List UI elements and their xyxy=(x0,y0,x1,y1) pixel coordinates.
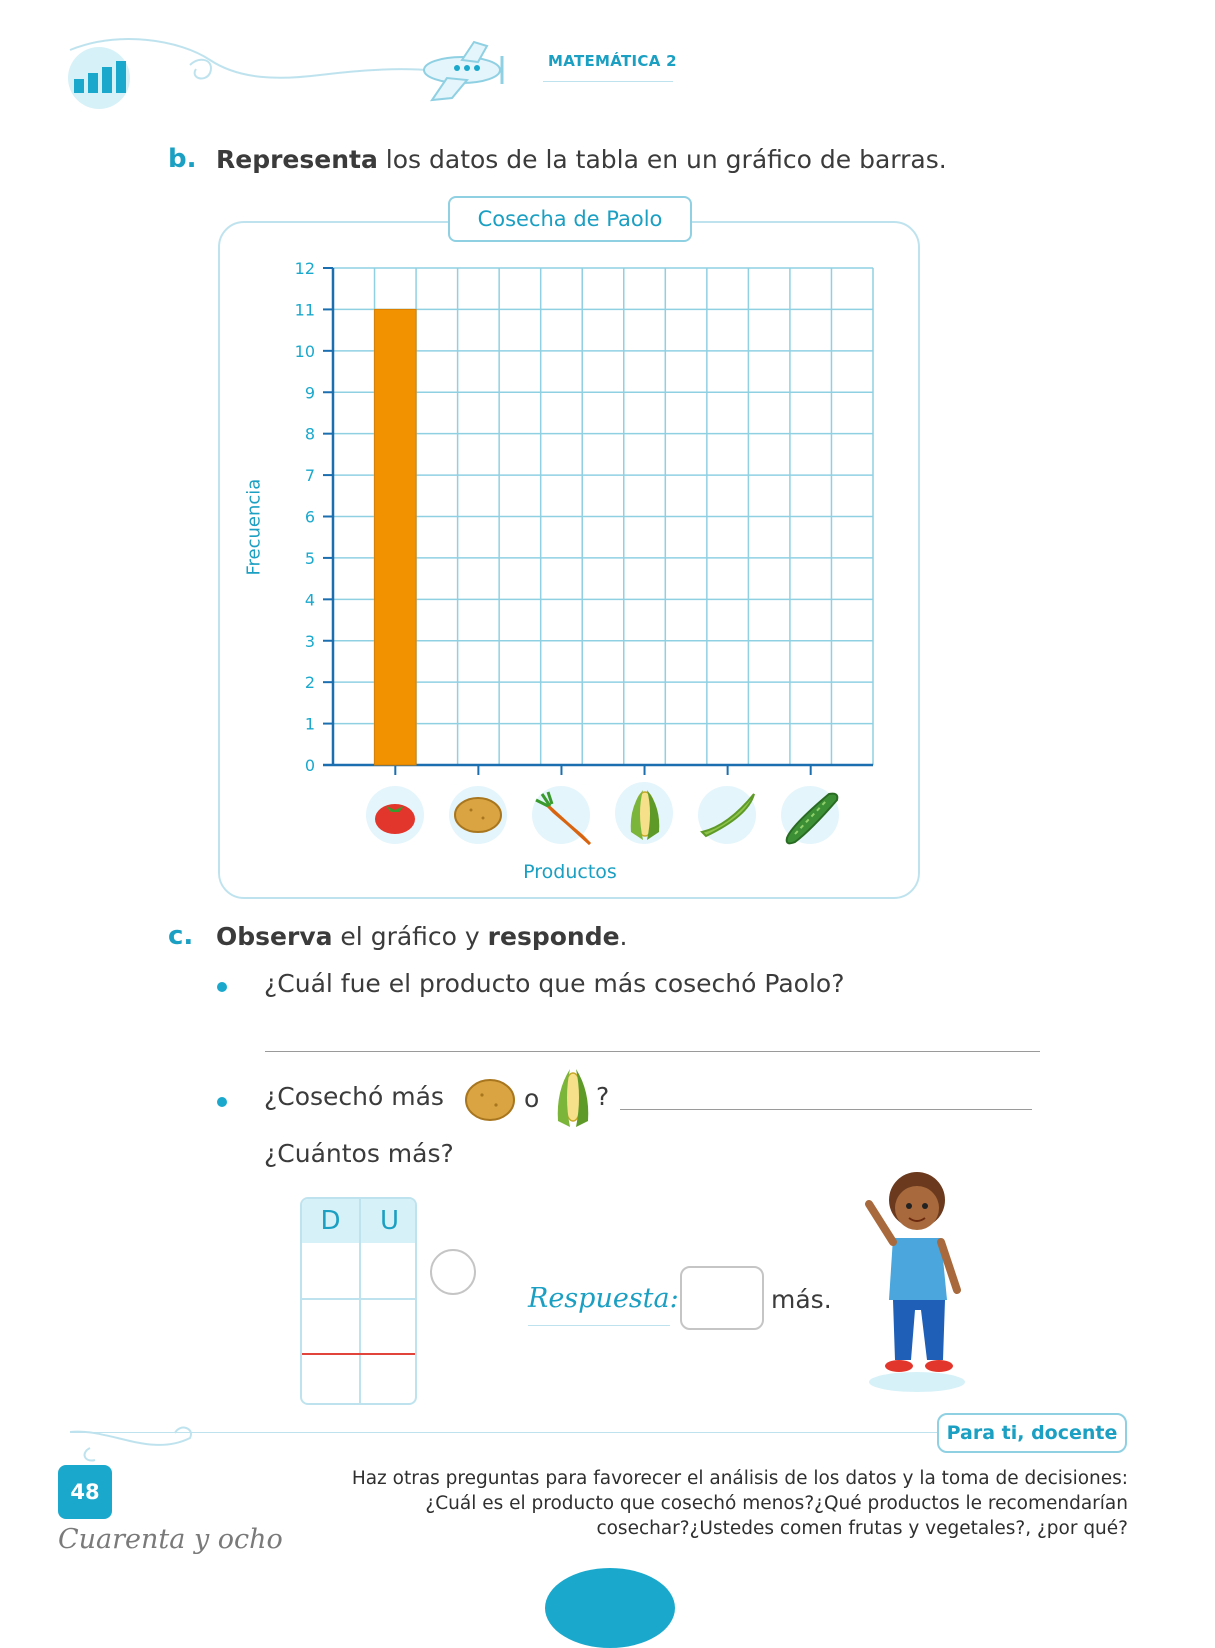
item-b-rest: los datos de la tabla en un gráfico de barras. xyxy=(377,145,947,174)
y-tick-label: 6 xyxy=(304,507,315,527)
carrot-icon xyxy=(532,786,590,844)
du-result-line xyxy=(302,1353,415,1355)
y-tick-label: 2 xyxy=(304,673,315,693)
du-place-value-table[interactable] xyxy=(300,1197,417,1405)
subject-title: MATEMÁTICA 2 xyxy=(548,52,677,70)
corn-icon xyxy=(615,782,673,844)
tomato-icon xyxy=(366,786,424,844)
question-2-or: o xyxy=(524,1084,540,1113)
teacher-note-line-1: Haz otras preguntas para favorecer el análisis de los datos y la toma de decisiones: xyxy=(351,1468,1128,1489)
question-3: ¿Cuántos más? xyxy=(264,1139,454,1168)
teacher-note-label: Para ti, docente xyxy=(937,1413,1127,1453)
du-column-divider xyxy=(359,1199,361,1403)
question-1: ¿Cuál fue el producto que más cosechó Paolo? xyxy=(264,969,845,998)
question-2-start: ¿Cosechó más xyxy=(264,1082,444,1111)
bar-tomato xyxy=(375,309,417,765)
page-number: 48 xyxy=(58,1465,112,1519)
y-tick-label: 5 xyxy=(304,548,315,568)
item-b-letter: b. xyxy=(168,144,197,174)
answer-label: Respuesta: xyxy=(528,1283,679,1314)
boy-illustration xyxy=(855,1160,975,1400)
footer-divider xyxy=(70,1432,940,1433)
answer-input-box[interactable] xyxy=(680,1266,764,1330)
du-row-divider xyxy=(302,1298,415,1300)
bullet-1 xyxy=(217,982,227,992)
teacher-note-text xyxy=(290,1466,1128,1541)
answer-unit: más. xyxy=(771,1285,832,1314)
teacher-note-line-2: ¿Cuál es el producto que cosechó menos?¿Qué productos le recomendarían xyxy=(425,1493,1128,1514)
cucumber-icon xyxy=(781,786,839,844)
item-c-letter: c. xyxy=(168,921,194,951)
y-tick-label: 8 xyxy=(304,424,315,444)
bottom-decoration xyxy=(545,1568,675,1648)
y-tick-label: 7 xyxy=(304,466,315,486)
y-tick-label: 12 xyxy=(294,259,315,278)
item-c-verb-1: Observa xyxy=(216,922,333,951)
operation-sign-circle[interactable] xyxy=(430,1249,476,1295)
y-tick-label: 1 xyxy=(304,714,315,734)
question-2-end: ? xyxy=(596,1082,610,1111)
pea-pod-icon xyxy=(698,786,756,844)
bullet-2 xyxy=(217,1097,227,1107)
teacher-note-line-3: cosechar?¿Ustedes comen frutas y vegetales?, ¿por qué? xyxy=(596,1518,1128,1539)
item-c-mid: el gráfico y xyxy=(332,922,488,951)
corn-icon xyxy=(550,1063,594,1135)
answer-line-1[interactable] xyxy=(265,1051,1040,1052)
y-tick-label: 3 xyxy=(304,631,315,651)
answer-line-2[interactable] xyxy=(620,1109,1032,1110)
item-c-verb-2: responde xyxy=(487,922,620,951)
answer-label-underline xyxy=(528,1325,670,1326)
y-tick-label: 0 xyxy=(304,756,315,775)
item-c-instruction xyxy=(216,922,628,951)
item-c-end: . xyxy=(619,922,628,951)
y-tick-label: 11 xyxy=(294,300,315,320)
potato-icon xyxy=(462,1075,518,1129)
chart-x-axis-label: Productos xyxy=(523,861,617,883)
chart-title: Cosecha de Paolo xyxy=(448,196,692,242)
y-tick-label: 10 xyxy=(294,341,315,361)
footer-swirl xyxy=(70,1418,200,1468)
page-number-words: Cuarenta y ocho xyxy=(58,1524,283,1555)
units-header: U xyxy=(379,1206,400,1236)
y-tick-label: 4 xyxy=(304,590,315,610)
y-tick-label: 9 xyxy=(304,383,315,403)
item-b-verb: Representa xyxy=(216,145,378,174)
tens-header: D xyxy=(320,1206,341,1236)
chart-y-axis-label: Frecuencia xyxy=(243,478,265,576)
potato-icon xyxy=(449,786,507,844)
